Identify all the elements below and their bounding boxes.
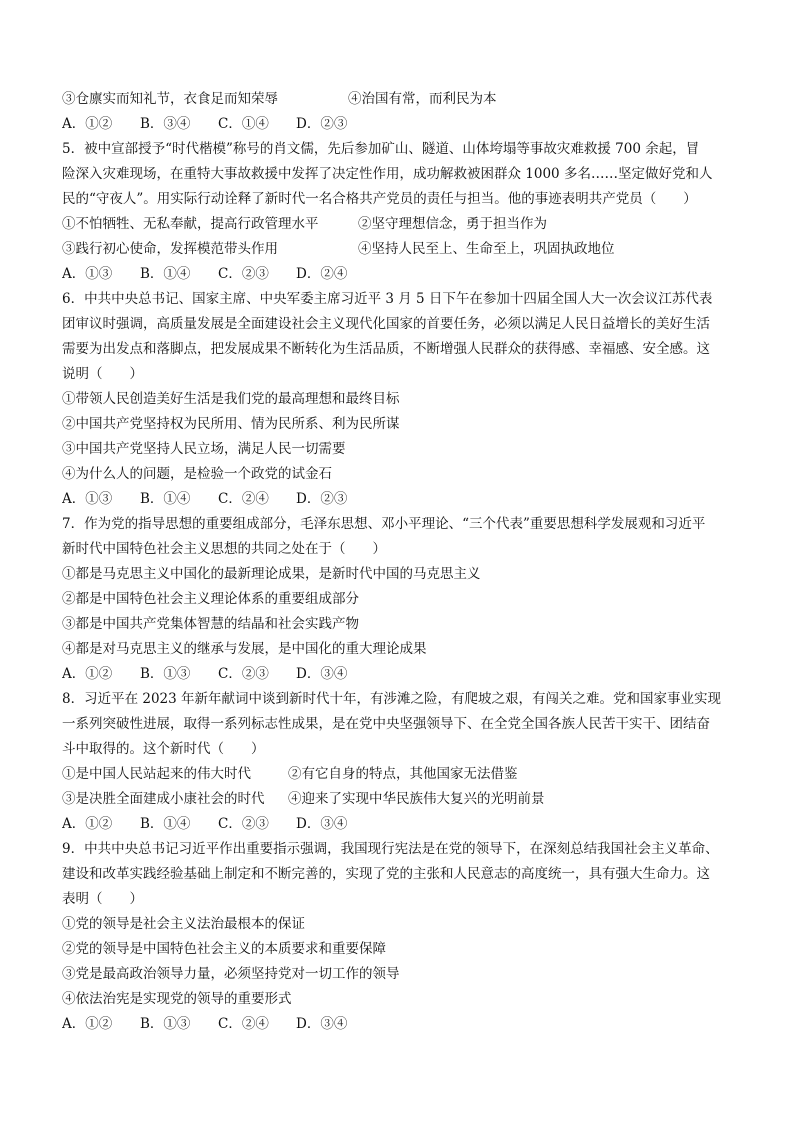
choice-a: A．①③ [62,266,113,282]
question-stem-line: 建设和改革实践经验基础上制定和不断完善的，实现了党的主张和人民意志的高度统一，具有强大生命力。这 [62,866,710,882]
question-5 [62,137,744,287]
option-2: ②党的领导是中国特色社会主义的本质要求和重要保障 [62,941,386,957]
option-row [62,237,744,262]
question-stem-line: 表明（ ） [62,891,143,907]
choice-b: B．①③ [140,1016,191,1032]
option-row [62,87,744,112]
option-row [62,762,744,787]
choice-d: D．③④ [296,816,348,832]
question-4-tail [62,87,744,137]
question-6 [62,287,744,512]
option-4: ④治国有常，而利民为本 [348,91,497,107]
option-1: ①都是马克思主义中国化的最新理论成果，是新时代中国的马克思主义 [62,566,481,582]
choice-c: C．②③ [218,666,269,682]
choice-b: B．①④ [140,266,191,282]
choice-c: C．①④ [218,116,269,132]
option-4: ④依法治宪是实现党的领导的重要形式 [62,991,292,1007]
option-1: ①不怕牺牲、无私奉献，提高行政管理水平 [62,216,319,232]
question-stem-line: 新时代中国特色社会主义思想的共同之处在于（ ） [62,541,386,557]
option-2: ②都是中国特色社会主义理论体系的重要组成部分 [62,591,359,607]
option-4: ④迎来了实现中华民族伟大复兴的光明前景 [288,791,545,807]
choice-d: D．②③ [296,116,348,132]
option-3: ③是决胜全面建成小康社会的时代 [62,791,265,807]
answer-choices [62,1012,744,1037]
option-2: ②坚守理想信念，勇于担当作为 [358,216,547,232]
choice-a: A．①② [62,666,113,682]
option-row [62,787,744,812]
question-stem-line: 说明（ ） [62,366,143,382]
question-9 [62,837,744,1037]
question-stem-line: 8．习近平在 2023 年新年献词中谈到新时代十年，有涉滩之险，有爬坡之艰，有闯关之难。党和国家事业实现 [62,691,722,707]
option-1: ①是中国人民站起来的伟大时代 [62,766,251,782]
option-4: ④为什么人的问题，是检验一个政党的试金石 [62,466,332,482]
question-stem-line: 一系列突破性进展，取得一系列标志性成果，是在党中央坚强领导下、在全党全国各族人民苦干实干、团结奋 [62,716,710,732]
question-8 [62,687,744,837]
option-3: ③党是最高政治领导力量，必须坚持党对一切工作的领导 [62,966,400,982]
question-stem-line: 民的“守夜人”。用实际行动诠释了新时代一名合格共产党员的责任与担当。他的事迹表明共产党员（ ） [62,191,697,207]
choice-a: A．①② [62,816,113,832]
choice-a: A．①③ [62,491,113,507]
option-3: ③践行初心使命，发挥模范带头作用 [62,241,278,257]
option-2: ②有它自身的特点，其他国家无法借鉴 [288,766,518,782]
option-4: ④坚持人民至上、生命至上，巩固执政地位 [358,241,615,257]
question-stem-line: 需要为出发点和落脚点，把发展成果不断转化为生活品质，不断增强人民群众的获得感、幸福感、安全感。这 [62,341,710,357]
question-stem-line: 7．作为党的指导思想的重要组成部分，毛泽东思想、邓小平理论、“三个代表”重要思想科学发展观和习近平 [62,516,706,532]
answer-choices [62,112,744,137]
answer-choices [62,487,744,512]
choice-d: D．③④ [296,1016,348,1032]
option-3: ③仓廪实而知礼节，衣食足而知荣辱 [62,91,278,107]
choice-d: D．③④ [296,666,348,682]
question-stem-line: 5．被中宣部授予“时代楷模”称号的肖文儒，先后参加矿山、隧道、山体垮塌等事故灾难救援 700 余起，冒 [62,141,700,157]
option-1: ①党的领导是社会主义法治最根本的保证 [62,916,305,932]
choice-c: C．②④ [218,491,269,507]
question-stem-line: 团审议时强调，高质量发展是全面建设社会主义现代化国家的首要任务，必须以满足人民日益增长的美好生活 [62,316,710,332]
question-stem-line: 险深入灾难现场，在重特大事故救援中发挥了决定性作用，成功解救被困群众 1000 多名……坚定做好党和人 [62,166,713,182]
choice-a: A．①② [62,1016,113,1032]
choice-b: B．①④ [140,816,191,832]
answer-choices [62,262,744,287]
option-3: ③都是中国共产党集体智慧的结晶和社会实践产物 [62,616,359,632]
choice-c: C．②③ [218,266,269,282]
question-stem-line: 6．中共中央总书记、国家主席、中央军委主席习近平 3 月 5 日下午在参加十四届全国人大一次会议江苏代表 [62,291,713,307]
choice-b: B．③④ [140,116,191,132]
choice-c: C．②③ [218,816,269,832]
question-7 [62,512,744,687]
option-row [62,212,744,237]
question-stem-line: 斗中取得的。这个新时代（ ） [62,741,265,757]
choice-d: D．②③ [296,491,348,507]
answer-choices [62,812,744,837]
choice-a: A．①② [62,116,113,132]
choice-c: C．②④ [218,1016,269,1032]
answer-choices [62,662,744,687]
option-2: ②中国共产党坚持权为民所用、情为民所系、利为民所谋 [62,416,400,432]
choice-b: B．①④ [140,491,191,507]
choice-b: B．①③ [140,666,191,682]
choice-d: D．②④ [296,266,348,282]
option-4: ④都是对马克思主义的继承与发展，是中国化的重大理论成果 [62,641,427,657]
question-stem-line: 9．中共中央总书记习近平作出重要指示强调，我国现行宪法是在党的领导下，在深刻总结我国社会主义革命、 [62,841,719,857]
option-3: ③中国共产党坚持人民立场，满足人民一切需要 [62,441,346,457]
option-1: ①带领人民创造美好生活是我们党的最高理想和最终目标 [62,391,400,407]
